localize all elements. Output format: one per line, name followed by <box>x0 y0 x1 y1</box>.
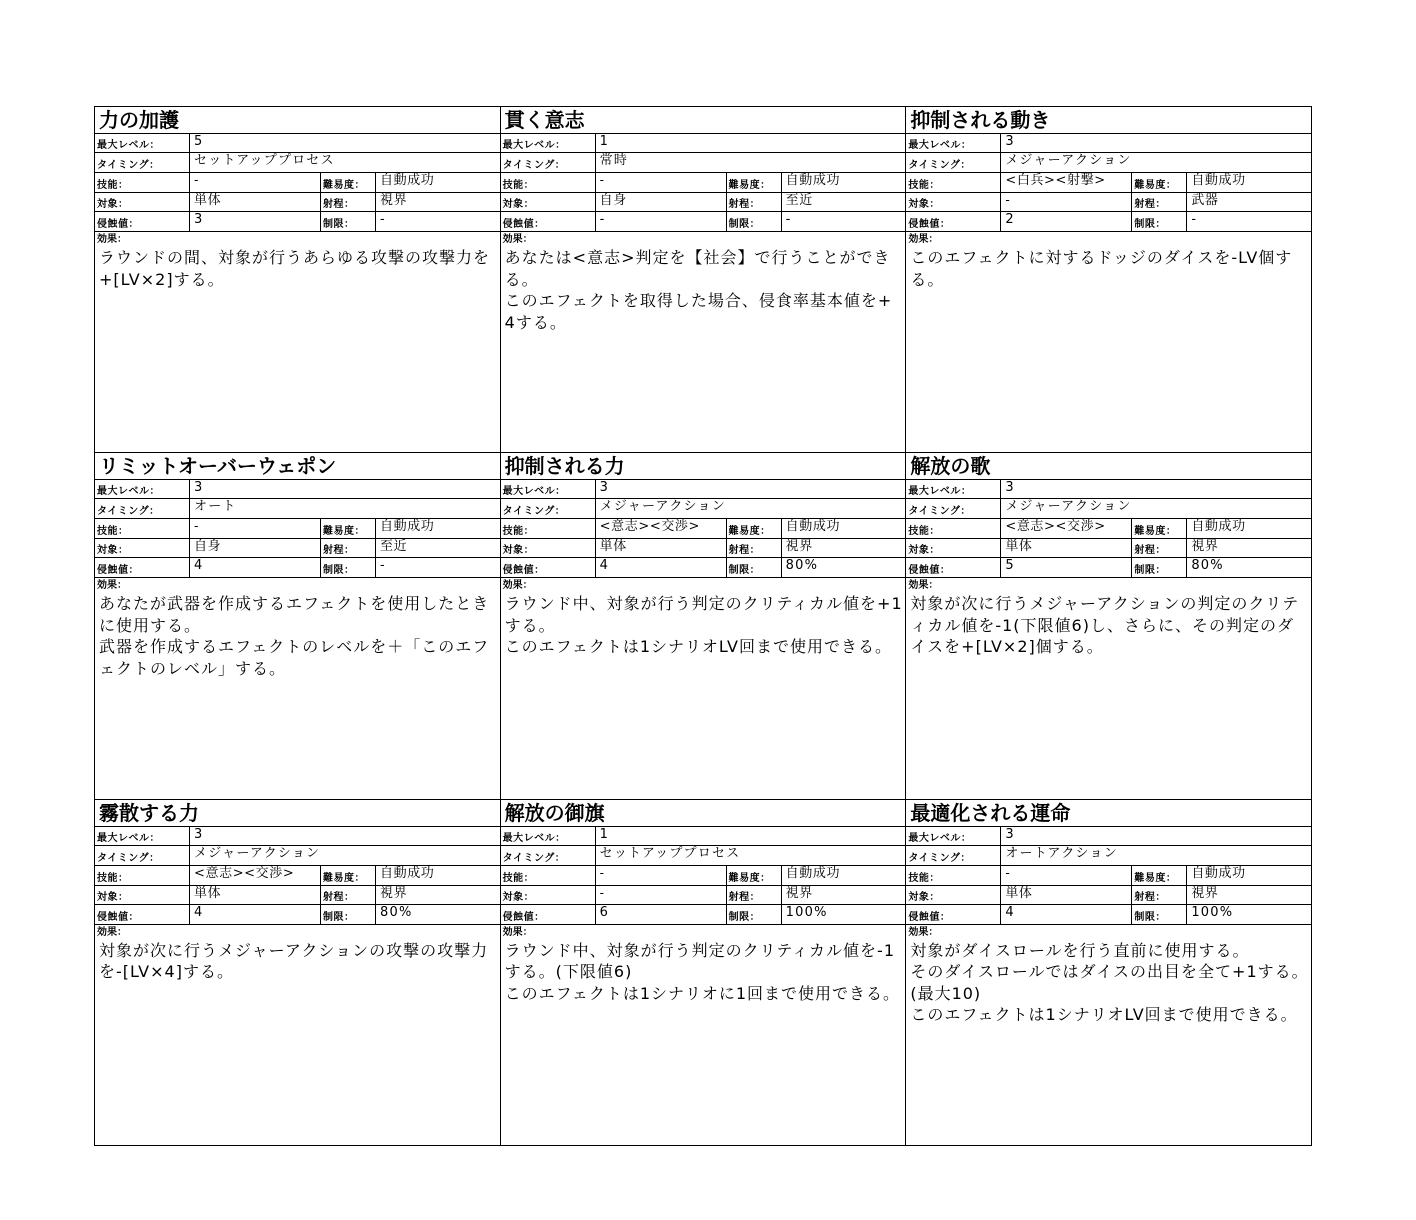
range-value: 視界 <box>380 885 408 901</box>
difficulty-value: 自動成功 <box>380 519 435 535</box>
limit-label: 制限： <box>727 905 782 924</box>
effect-card <box>906 453 1312 799</box>
target-value: 自身 <box>596 193 727 211</box>
limit-value: - <box>380 212 386 227</box>
effect-label: 効果： <box>908 234 939 245</box>
target-value: 単体 <box>190 886 321 904</box>
target-label: 対象： <box>95 539 190 557</box>
skill-row <box>501 866 906 886</box>
skill-label: 技能： <box>95 173 190 192</box>
skill-label: 技能： <box>501 866 596 885</box>
erosion-label: 侵蝕値： <box>95 905 190 924</box>
limit-value: 80% <box>785 558 819 574</box>
limit-label: 制限： <box>1132 558 1187 577</box>
timing-label: タイミング： <box>906 499 1001 518</box>
target-label: 対象： <box>906 539 1001 557</box>
effect-body <box>501 593 906 798</box>
target-label: 対象： <box>501 886 596 904</box>
effect-card <box>95 800 501 1146</box>
difficulty-label: 難易度： <box>321 519 376 538</box>
timing-row <box>95 153 500 173</box>
effect-label: 効果： <box>97 234 127 245</box>
effect-body <box>95 940 500 1145</box>
erosion-value: - <box>596 212 727 231</box>
max-level-label: 最大レベル： <box>95 827 190 845</box>
card-title: 力の加護 <box>99 108 179 132</box>
difficulty-label: 難易度： <box>1132 519 1187 538</box>
skill-value: - <box>596 866 727 885</box>
target-value: 自身 <box>190 539 321 557</box>
card-title: 抑制される力 <box>504 454 625 479</box>
effect-line: このエフェクトは1シナリオに1回まで使用できる。 <box>504 983 901 1003</box>
target-value: 単体 <box>596 539 727 557</box>
skill-value: - <box>596 173 727 192</box>
target-row <box>906 886 1311 905</box>
target-label: 対象： <box>906 193 1001 211</box>
skill-label: 技能： <box>501 173 596 192</box>
skill-label: 技能： <box>906 866 1001 885</box>
effect-body <box>906 247 1311 452</box>
timing-row <box>501 153 906 173</box>
effect-body <box>906 940 1311 1145</box>
target-value: 単体 <box>1001 539 1132 557</box>
target-label: 対象： <box>501 193 596 211</box>
range-value: 視界 <box>785 539 813 555</box>
card-title: 霧散する力 <box>99 800 199 825</box>
timing-row <box>95 499 500 519</box>
card-title: 貫く意志 <box>504 108 585 132</box>
effect-body <box>501 247 906 452</box>
skill-row <box>95 519 500 539</box>
effect-line: ラウンド中、対象が行う判定のクリティカル値を-1する。(下限値6) <box>504 940 896 982</box>
effect-line: あなたが武器を作成するエフェクトを使用したときに使用する。 <box>99 594 490 635</box>
effect-body <box>95 593 500 798</box>
skill-value: <意志><交渉> <box>596 519 727 538</box>
timing-value: セットアッププロセス <box>599 845 741 861</box>
target-row <box>906 539 1311 558</box>
card-title: 抑制される動き <box>910 108 1051 132</box>
effect-label: 効果： <box>908 580 939 592</box>
difficulty-value: 自動成功 <box>1191 173 1246 188</box>
target-value: - <box>1001 193 1132 211</box>
range-value: 視界 <box>785 885 813 901</box>
target-label: 対象： <box>501 539 596 557</box>
effect-line: そのダイスロールではダイスの出目を全て+1する。(最大10) <box>910 962 1309 1003</box>
target-label: 対象： <box>906 886 1001 904</box>
effect-line: 対象が次に行うメジャーアクションの判定のクリティカル値を-1(下限値6)し、さらに、その判定のダイスを+[LV×2]個する。 <box>910 594 1300 657</box>
max-level-value: 1 <box>599 826 610 842</box>
effect-label: 効果： <box>908 926 939 938</box>
timing-value: メジャーアクション <box>1005 499 1132 515</box>
erosion-value: 4 <box>190 558 321 577</box>
timing-row <box>501 846 906 866</box>
timing-value: 常時 <box>599 153 629 168</box>
erosion-label: 侵蝕値： <box>501 212 596 231</box>
difficulty-label: 難易度： <box>1132 866 1187 885</box>
max-level-value: 3 <box>1005 826 1015 842</box>
card-title-row <box>501 107 906 134</box>
erosion-row <box>501 558 906 578</box>
max-level-row <box>906 134 1311 153</box>
skill-label: 技能： <box>95 519 190 538</box>
difficulty-label: 難易度： <box>321 173 376 192</box>
effect-card <box>906 800 1312 1146</box>
skill-row <box>906 519 1311 539</box>
timing-row <box>906 153 1311 173</box>
effect-body <box>501 940 906 1145</box>
range-value: 視界 <box>1191 885 1219 901</box>
erosion-label: 侵蝕値： <box>501 905 596 924</box>
timing-label: タイミング： <box>501 499 596 518</box>
limit-label: 制限： <box>321 905 376 924</box>
max-level-label: 最大レベル： <box>906 134 1001 152</box>
card-title-row <box>95 453 500 480</box>
card-title-row <box>906 800 1311 827</box>
max-level-value: 3 <box>599 480 610 496</box>
timing-value: オートアクション <box>1005 845 1118 861</box>
timing-row <box>95 846 500 866</box>
max-level-label: 最大レベル： <box>501 827 596 845</box>
timing-row <box>906 499 1311 519</box>
effect-card <box>501 800 907 1146</box>
target-row <box>906 193 1311 212</box>
timing-value: メジャーアクション <box>1005 153 1132 168</box>
timing-label: タイミング： <box>95 153 190 172</box>
target-row <box>501 539 906 558</box>
erosion-row <box>906 558 1311 578</box>
erosion-row <box>906 212 1311 232</box>
card-title-row <box>95 800 500 827</box>
effect-line: あなたは<意志>判定を【社会】で行うことができる。 <box>504 248 891 289</box>
effect-line: このエフェクトは1シナリオLV回まで使用できる。 <box>504 637 892 657</box>
erosion-value: 6 <box>596 905 727 924</box>
card-title: リミットオーバーウェポン <box>99 454 337 479</box>
difficulty-value: 自動成功 <box>785 865 841 881</box>
difficulty-value: 自動成功 <box>785 173 841 188</box>
max-level-row <box>501 480 906 499</box>
card-title-row <box>906 453 1311 480</box>
limit-label: 制限： <box>1132 905 1187 924</box>
skill-label: 技能： <box>501 519 596 538</box>
difficulty-value: 自動成功 <box>380 865 435 881</box>
target-row <box>95 193 500 212</box>
max-level-label: 最大レベル： <box>501 480 596 498</box>
erosion-value: 3 <box>190 212 321 231</box>
card-title-row <box>501 453 906 480</box>
timing-value: メジャーアクション <box>599 499 726 515</box>
effect-body <box>906 593 1311 798</box>
max-level-value: 1 <box>599 134 610 149</box>
effect-line: 対象が次に行うメジャーアクションの攻撃の攻撃力を-[LV×4]する。 <box>99 940 489 982</box>
difficulty-value: 自動成功 <box>380 173 435 188</box>
limit-value: - <box>380 558 386 574</box>
effect-label: 効果： <box>502 580 533 592</box>
effect-card <box>906 107 1312 453</box>
max-level-row <box>501 827 906 846</box>
effect-label: 効果： <box>97 926 127 938</box>
max-level-value: 3 <box>1005 134 1015 149</box>
erosion-value: 4 <box>596 558 727 577</box>
range-label: 射程： <box>727 193 782 211</box>
erosion-row <box>95 212 500 232</box>
skill-value: - <box>1001 866 1132 885</box>
range-label: 射程： <box>1132 886 1187 904</box>
erosion-row <box>501 905 906 925</box>
timing-label: タイミング： <box>95 846 190 865</box>
timing-value: セットアッププロセス <box>194 153 335 168</box>
limit-value: 100% <box>1191 904 1234 920</box>
timing-row <box>906 846 1311 866</box>
card-title: 最適化される運命 <box>910 800 1071 825</box>
effect-card <box>95 453 501 799</box>
skill-value: <意志><交渉> <box>1001 519 1132 538</box>
effect-line: 対象がダイスロールを行う直前に使用する。 <box>910 940 1250 960</box>
erosion-label: 侵蝕値： <box>906 558 1001 577</box>
range-value: 至近 <box>785 193 813 208</box>
effect-body <box>95 247 500 452</box>
max-level-value: 3 <box>194 480 204 496</box>
effect-line: ラウンド中、対象が行う判定のクリティカル値を+1する。 <box>504 594 903 635</box>
target-value: - <box>596 886 727 904</box>
effect-card-sheet <box>94 106 1312 1146</box>
range-label: 射程： <box>1132 193 1187 211</box>
limit-value: 80% <box>1191 558 1224 574</box>
erosion-label: 侵蝕値： <box>501 558 596 577</box>
range-label: 射程： <box>727 539 782 557</box>
card-title-row <box>906 107 1311 134</box>
skill-value: <白兵><射撃> <box>1001 173 1132 192</box>
erosion-label: 侵蝕値： <box>95 212 190 231</box>
skill-row <box>501 519 906 539</box>
difficulty-label: 難易度： <box>321 866 376 885</box>
max-level-label: 最大レベル： <box>95 480 190 498</box>
effect-label: 効果： <box>502 234 533 245</box>
max-level-row <box>906 827 1311 846</box>
difficulty-label: 難易度： <box>1132 173 1187 192</box>
effect-line: このエフェクトは1シナリオLV回まで使用できる。 <box>910 1005 1298 1025</box>
range-value: 武器 <box>1191 193 1219 208</box>
skill-row <box>95 173 500 193</box>
max-level-label: 最大レベル： <box>906 480 1001 498</box>
limit-label: 制限： <box>727 212 782 231</box>
range-label: 射程： <box>321 886 376 904</box>
effect-line: 武器を作成するエフェクトのレベルを＋「このエフェクトのレベル」する。 <box>99 637 490 678</box>
skill-row <box>501 173 906 193</box>
erosion-value: 2 <box>1001 212 1132 231</box>
difficulty-value: 自動成功 <box>1191 519 1246 535</box>
max-level-value: 3 <box>1005 480 1015 496</box>
range-value: 至近 <box>380 539 408 555</box>
difficulty-value: 自動成功 <box>1191 865 1246 881</box>
effect-label: 効果： <box>502 926 533 938</box>
limit-value: - <box>785 212 792 227</box>
erosion-label: 侵蝕値： <box>906 905 1001 924</box>
max-level-row <box>95 480 500 499</box>
card-title: 解放の御旗 <box>504 800 605 825</box>
timing-row <box>501 499 906 519</box>
erosion-row <box>906 905 1311 925</box>
max-level-label: 最大レベル： <box>95 134 190 152</box>
skill-label: 技能： <box>95 866 190 885</box>
difficulty-label: 難易度： <box>727 866 782 885</box>
effect-line: このエフェクトを取得した場合、侵食率基本値を+4する。 <box>504 291 893 332</box>
difficulty-label: 難易度： <box>727 173 782 192</box>
erosion-label: 侵蝕値： <box>906 212 1001 231</box>
timing-label: タイミング： <box>95 499 190 518</box>
target-row <box>501 193 906 212</box>
skill-row <box>906 866 1311 886</box>
target-row <box>95 886 500 905</box>
target-value: 単体 <box>190 193 321 211</box>
max-level-row <box>95 827 500 846</box>
effect-card <box>501 453 907 799</box>
skill-row <box>95 866 500 886</box>
target-value: 単体 <box>1001 886 1132 904</box>
target-row <box>95 539 500 558</box>
max-level-value: 5 <box>194 134 204 149</box>
timing-label: タイミング： <box>501 846 596 865</box>
erosion-value: 5 <box>1001 558 1132 577</box>
timing-value: オート <box>194 499 237 515</box>
card-title-row <box>95 107 500 134</box>
timing-value: メジャーアクション <box>194 845 321 861</box>
limit-value: 100% <box>785 904 828 920</box>
limit-label: 制限： <box>1132 212 1187 231</box>
erosion-label: 侵蝕値： <box>95 558 190 577</box>
card-title: 解放の歌 <box>910 454 991 479</box>
timing-label: タイミング： <box>906 846 1001 865</box>
skill-row <box>906 173 1311 193</box>
range-label: 射程： <box>321 539 376 557</box>
limit-value: 80% <box>380 904 413 920</box>
difficulty-value: 自動成功 <box>785 519 841 535</box>
range-label: 射程： <box>727 886 782 904</box>
limit-value: - <box>1191 212 1198 227</box>
effect-line: このエフェクトに対するドッジのダイスを-LV個する。 <box>910 248 1293 289</box>
max-level-value: 3 <box>194 826 204 842</box>
erosion-row <box>501 212 906 232</box>
target-label: 対象： <box>95 193 190 211</box>
skill-label: 技能： <box>906 519 1001 538</box>
max-level-label: 最大レベル： <box>906 827 1001 845</box>
skill-value: <意志><交渉> <box>190 866 321 885</box>
effect-label: 効果： <box>97 580 127 592</box>
range-value: 視界 <box>1191 539 1219 555</box>
limit-label: 制限： <box>321 558 376 577</box>
effect-card <box>501 107 907 453</box>
max-level-row <box>906 480 1311 499</box>
effect-card <box>95 107 501 453</box>
max-level-row <box>95 134 500 153</box>
skill-value: - <box>190 173 321 192</box>
max-level-row <box>501 134 906 153</box>
range-label: 射程： <box>321 193 376 211</box>
range-value: 視界 <box>380 193 408 208</box>
erosion-value: 4 <box>190 905 321 924</box>
timing-label: タイミング： <box>501 153 596 172</box>
erosion-value: 4 <box>1001 905 1132 924</box>
difficulty-label: 難易度： <box>727 519 782 538</box>
effect-line: ラウンドの間、対象が行うあらゆる攻撃の攻撃力を+[LV×2]する。 <box>99 248 491 289</box>
limit-label: 制限： <box>727 558 782 577</box>
target-label: 対象： <box>95 886 190 904</box>
skill-value: - <box>190 519 321 538</box>
skill-label: 技能： <box>906 173 1001 192</box>
range-label: 射程： <box>1132 539 1187 557</box>
erosion-row <box>95 905 500 925</box>
max-level-label: 最大レベル： <box>501 134 596 152</box>
erosion-row <box>95 558 500 578</box>
limit-label: 制限： <box>321 212 376 231</box>
card-title-row <box>501 800 906 827</box>
target-row <box>501 886 906 905</box>
timing-label: タイミング： <box>906 153 1001 172</box>
